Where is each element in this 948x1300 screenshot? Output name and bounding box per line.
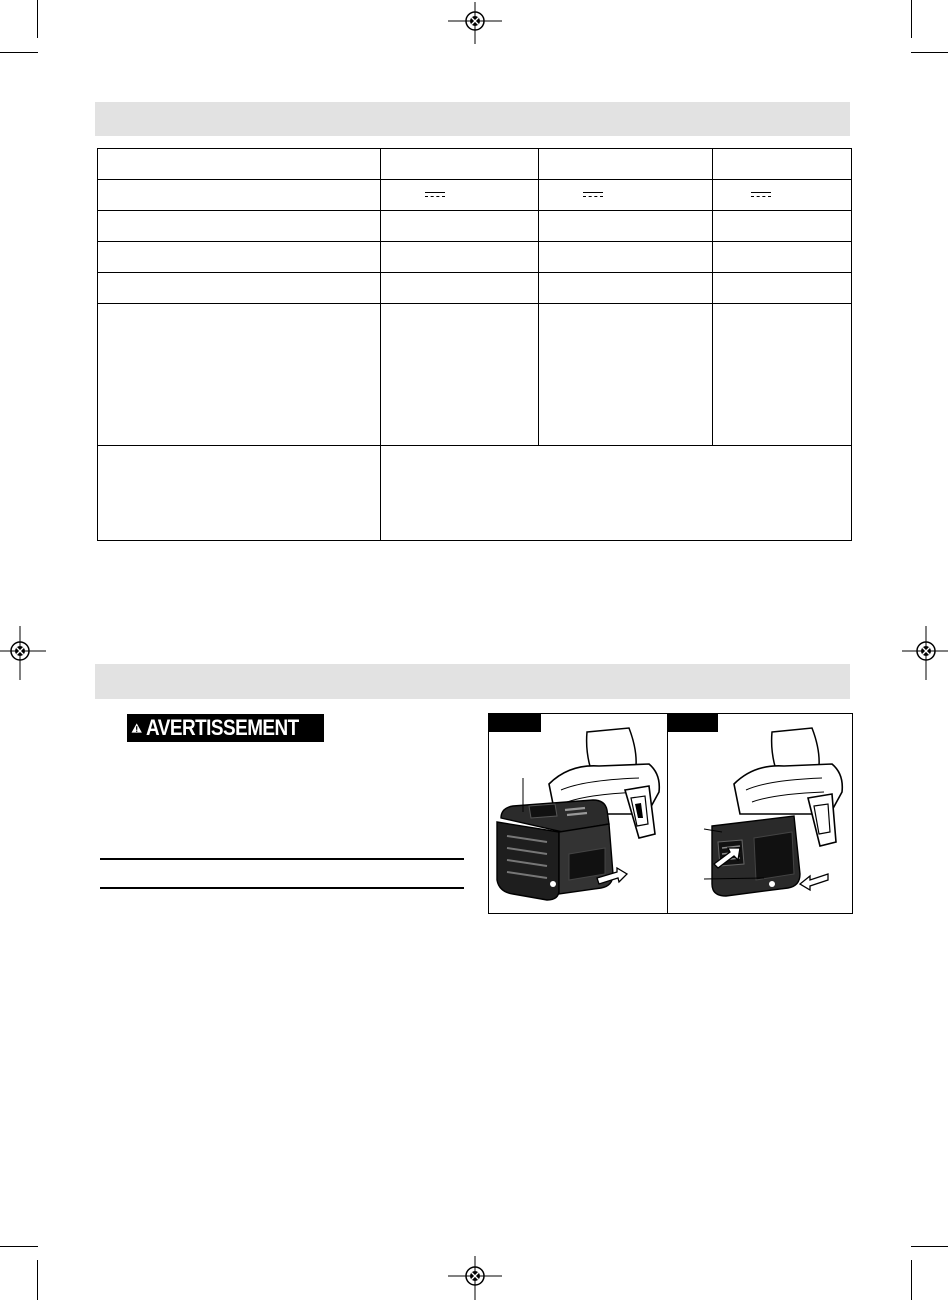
horizontal-rule [100,858,464,860]
table-cell [381,180,539,211]
table-row [98,273,852,304]
crop-mark [37,0,38,38]
dc-current-symbol-icon [583,191,603,199]
section-header-bar [95,102,850,136]
figure-battery-remove [667,713,853,914]
table-cell [539,149,713,180]
table-cell [98,446,381,541]
registration-mark-icon [446,1256,504,1300]
figure-battery-insert [488,713,668,914]
crop-mark [37,1260,38,1300]
table-cell [539,242,713,273]
warning-badge [127,714,324,742]
table-cell [713,211,852,242]
table-cell [713,180,852,211]
dc-current-symbol-icon [425,191,445,199]
section-header-bar [95,664,850,699]
table-cell [381,242,539,273]
table-row [98,446,852,541]
horizontal-rule [100,887,464,889]
table-cell [713,273,852,304]
table-row [98,304,852,446]
table-cell [539,180,713,211]
battery-insert-illustration [489,714,668,914]
crop-mark [911,52,948,53]
arrow-icon [800,874,828,890]
crop-mark [911,1246,948,1247]
table-cell [713,304,852,446]
registration-mark-icon [0,624,46,682]
table-cell [98,149,381,180]
registration-mark-icon [446,2,504,44]
table-cell [381,211,539,242]
table-cell [98,180,381,211]
table-row [98,242,852,273]
table-cell [381,149,539,180]
warning-triangle-icon [131,718,142,738]
table-cell [539,304,713,446]
table-row [98,180,852,211]
crop-mark [911,1260,912,1300]
crop-mark [0,1246,38,1247]
dc-current-symbol-icon [751,191,771,199]
table-cell [381,273,539,304]
table-row [98,211,852,242]
warning-label: AVERTISSEMENT [146,715,300,740]
table-cell-merged [381,446,852,541]
spec-table [97,148,852,541]
table-cell [98,242,381,273]
crop-mark [911,0,912,38]
table-cell [713,149,852,180]
table-cell [539,273,713,304]
table-row [98,149,852,180]
battery-remove-illustration [668,714,853,914]
registration-mark-icon [902,624,948,682]
table-cell [381,304,539,446]
table-cell [713,242,852,273]
table-cell [539,211,713,242]
table-cell [98,211,381,242]
table-cell [98,304,381,446]
crop-mark [0,52,38,53]
table-cell [98,273,381,304]
